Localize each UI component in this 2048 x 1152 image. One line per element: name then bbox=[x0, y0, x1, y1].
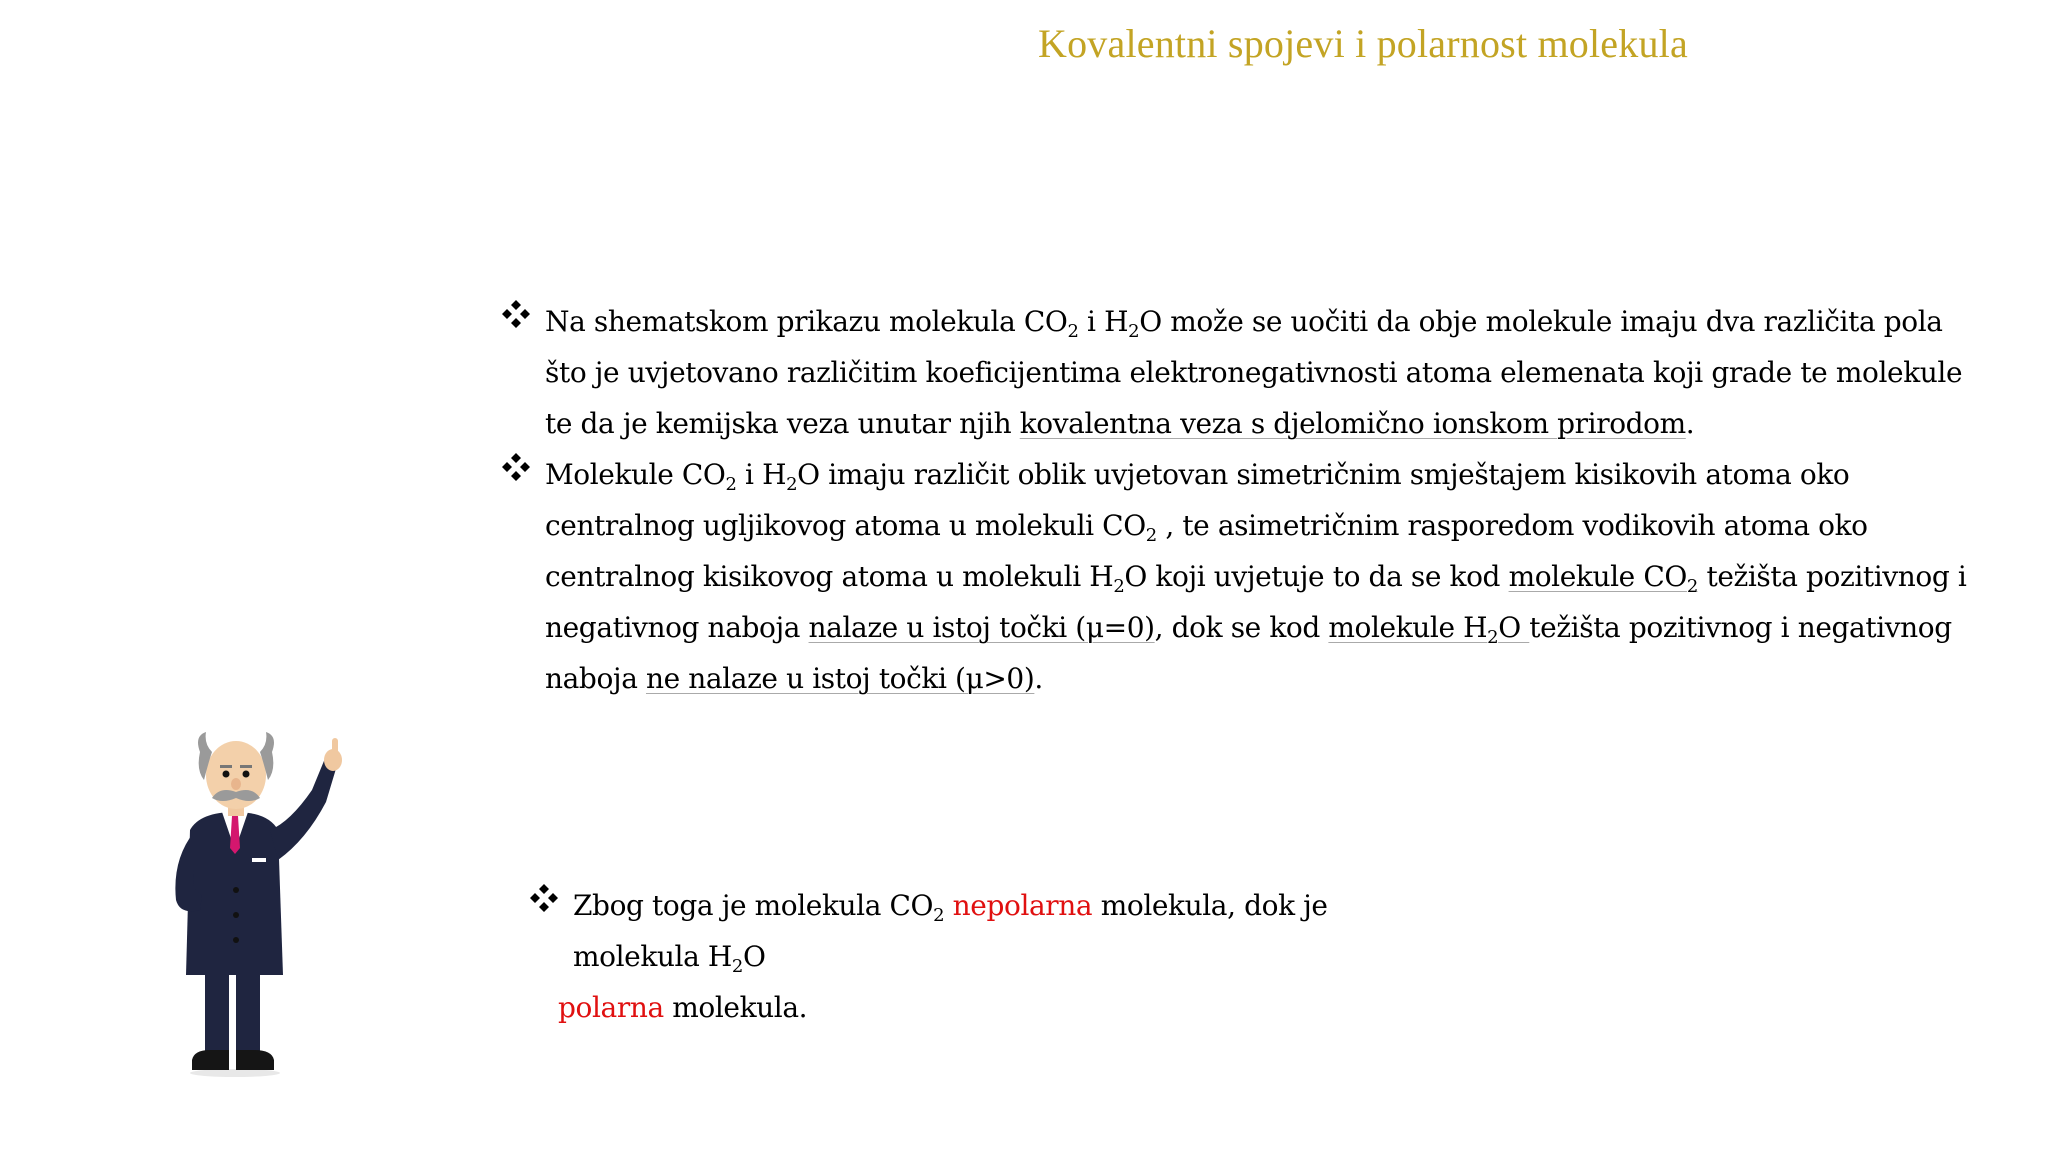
underlined-term: molekule $CO_2$ bbox=[1508, 560, 1698, 597]
bullet-text: Na shematskom prikazu molekula $CO_2$ i $H_2O$ može se uočiti da obje molekule imaju dva različita pola što je uvjetovano različitim koeficijentima elektronegativnosti atoma elemenata koji grade te molekule te da je kemijska veza unutar njih kovalentna veza s djelomično ionskom prirodom. bbox=[545, 305, 1963, 440]
underlined-term: ne nalaze u istoj točki (μ>0) bbox=[645, 662, 1035, 695]
four-diamond-bullet-icon bbox=[500, 298, 532, 330]
four-diamond-bullet-icon bbox=[500, 451, 532, 483]
nepolarna-highlight: nepolarna bbox=[944, 889, 1093, 922]
bullet-text: Molekule $CO_2$ i $H_2O$ imaju različit oblik uvjetovan simetričnim smještajem kisikovih atoma oko centralnog ugljikovog atoma u molekuli $CO_2$ , te asimetričnim rasporedom vodikovih atoma oko centralnog kisikovog atoma u molekuli $H_2O$ koji uvjetuje to da se kod molekule $CO_2$ težišta pozitivnog i negativnog naboja nalaze u istoj točki (μ=0), dok se kod molekule $H_2O$ težišta pozitivnog i negativnog naboja ne nalaze u istoj točki (μ>0). bbox=[545, 458, 1967, 695]
bullet-list bbox=[500, 296, 1980, 704]
underlined-term: kovalentna veza s djelomično ionskom prirodom bbox=[1019, 407, 1686, 440]
bullet-item-shape bbox=[500, 449, 1980, 704]
bullet-item-conclusion bbox=[528, 880, 1448, 982]
slide-title: Kovalentni spojevi i polarnost molekula bbox=[1038, 21, 1688, 66]
bullet-item-polarity bbox=[500, 296, 1980, 449]
underlined-term: nalaze u istoj točki (μ=0) bbox=[808, 611, 1155, 644]
conclusion-block bbox=[528, 880, 1448, 1033]
polarna-highlight: polarna bbox=[558, 991, 664, 1024]
four-diamond-bullet-icon bbox=[528, 882, 560, 914]
professor-pointing-illustration bbox=[150, 730, 350, 1080]
conclusion-continuation: polarna molekula. bbox=[558, 991, 808, 1024]
conclusion-text: Zbog toga je molekula $CO_2$ nepolarna molekula, dok je molekula $H_2O$ bbox=[573, 889, 1328, 977]
underlined-term: molekule $H_2O$ bbox=[1328, 611, 1530, 648]
